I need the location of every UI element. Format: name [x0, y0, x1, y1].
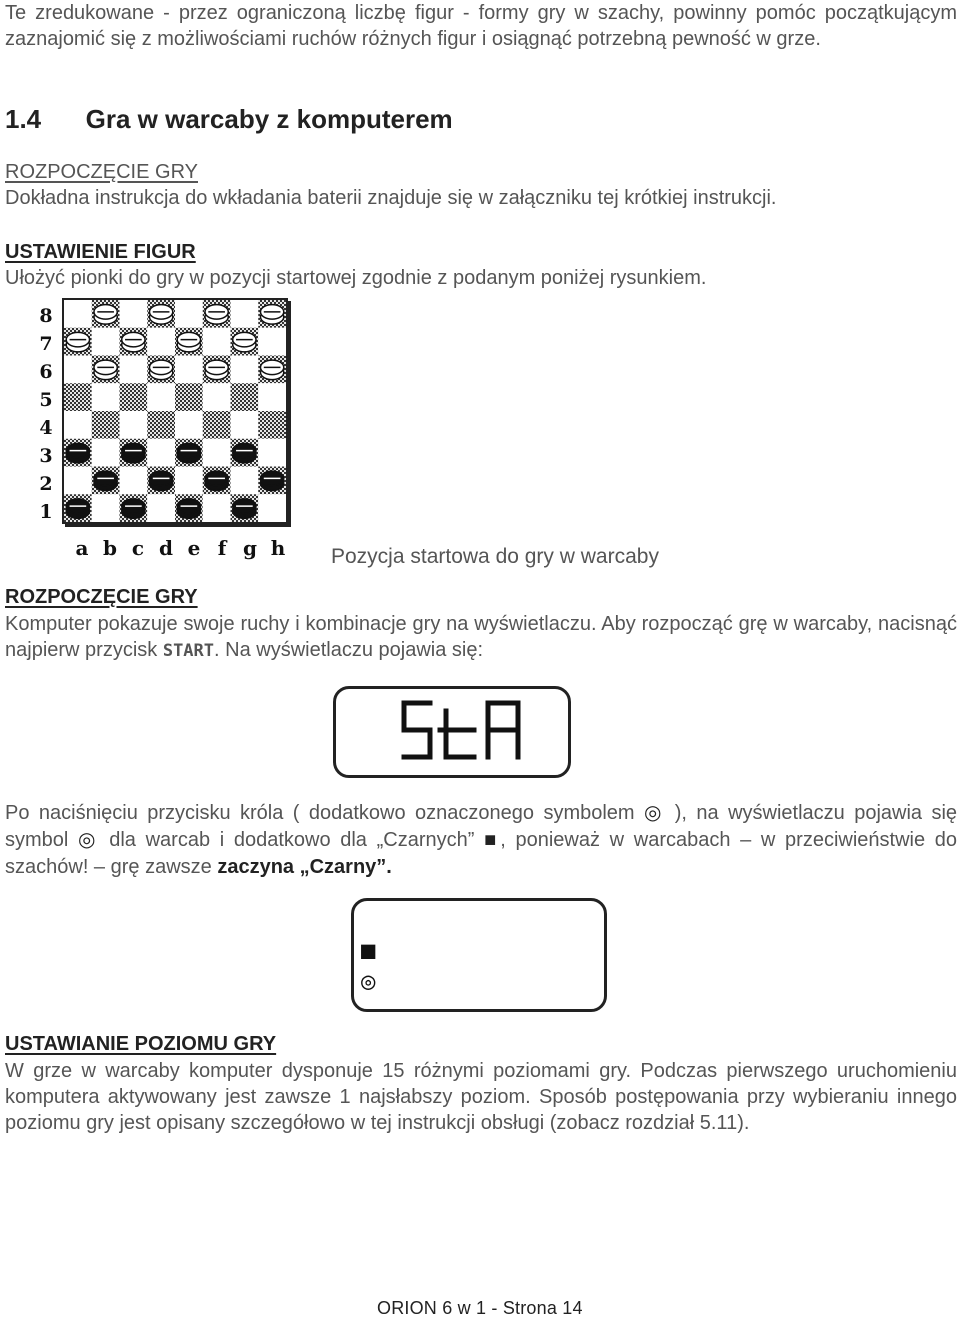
white-checker-piece — [66, 332, 89, 351]
light-square — [258, 383, 286, 411]
king-text-3: dla warcab i dodatkowo dla „Czarnych” — [99, 829, 485, 851]
light-square — [231, 300, 259, 328]
black-checker-piece — [177, 443, 200, 462]
start-text-2-a: Komputer pokazuje swoje ruchy i kombinacje gry na wyświetlaczu. Aby rozpocząć grę w warcaby, nacisnąć najpierw przycisk — [5, 613, 957, 661]
dark-square — [64, 383, 92, 411]
black-checker-piece — [66, 443, 89, 462]
dark-square — [175, 383, 203, 411]
light-square — [175, 300, 203, 328]
rank-label: 6 — [39, 361, 53, 383]
white-checker-piece — [260, 360, 283, 379]
dark-square — [92, 411, 120, 439]
light-square — [258, 328, 286, 356]
light-square — [64, 411, 92, 439]
level-text: W grze w warcaby komputer dysponuje 15 różnymi poziomami gry. Podczas pierwszego uruchomieniu komputera aktywowany jest zawsze 1 najsłabszy poziom. Sposób postępowania przy wybieraniu innego poziomu gry jest opisany szczegółowo w tej instrukcji obsługi (zobacz rozdział 5.11). — [5, 1060, 957, 1134]
lcd-display-sta — [333, 686, 571, 778]
light-square — [64, 356, 92, 384]
black-checker-piece — [122, 443, 145, 462]
light-square — [92, 328, 120, 356]
light-square — [147, 328, 175, 356]
light-square — [231, 356, 259, 384]
start-heading-2: ROZPOCZĘCIE GRY — [5, 586, 198, 608]
light-square — [64, 300, 92, 328]
king-paragraph — [5, 800, 957, 881]
black-square-icon: ■ — [484, 829, 501, 851]
light-square — [175, 411, 203, 439]
rank-label: 5 — [39, 389, 53, 411]
file-label: e — [187, 536, 201, 560]
light-square — [231, 411, 259, 439]
king-text-4: , ponieważ w warcabach – w przeciwieństwie do szachów! – grę zawsze — [5, 829, 957, 878]
file-label: f — [217, 536, 227, 560]
light-square — [120, 411, 148, 439]
dark-square — [258, 411, 286, 439]
rank-label: 8 — [39, 305, 53, 327]
lcd-display-symbols — [351, 898, 607, 1012]
light-square — [258, 439, 286, 467]
white-checker-piece — [149, 360, 172, 379]
light-square — [92, 494, 120, 522]
black-checker-piece — [233, 499, 256, 518]
checkers-board — [62, 298, 288, 524]
light-square — [92, 383, 120, 411]
lcd-target-circle-icon: ◎ — [361, 967, 376, 995]
setup-text: Ułożyć pionki do gry w pozycji startowej zgodnie z podanym poniżej rysunkiem. — [5, 267, 707, 289]
light-square — [147, 383, 175, 411]
board-grid — [64, 300, 286, 522]
black-checker-piece — [66, 499, 89, 518]
light-square — [147, 494, 175, 522]
white-checker-piece — [122, 332, 145, 351]
section-number: 1.4 — [5, 104, 42, 134]
rank-label: 2 — [39, 473, 53, 495]
lcd-black-square-icon: ■ — [361, 936, 376, 964]
light-square — [258, 494, 286, 522]
king-text-1: Po naciśnięciu przycisku króla ( dodatkowo oznaczonego symbolem — [5, 802, 645, 824]
rank-label: 1 — [39, 501, 53, 523]
light-square — [120, 356, 148, 384]
start-button-label: START — [162, 641, 215, 661]
light-square — [203, 439, 231, 467]
black-checker-piece — [177, 499, 200, 518]
start-text-2-b: . Na wyświetlaczu pojawia się: — [214, 639, 484, 661]
section-title: Gra w warcaby z komputerem — [85, 104, 453, 134]
board-caption: Pozycja startowa do gry w warcaby — [331, 545, 659, 568]
lcd-segment-text — [336, 689, 568, 775]
target-circle-icon-2: ◎ — [78, 829, 100, 851]
light-square — [92, 439, 120, 467]
level-heading: USTAWIANIE POZIOMU GRY — [5, 1033, 277, 1055]
start-text-2 — [5, 611, 957, 664]
light-square — [203, 383, 231, 411]
black-checker-piece — [205, 471, 228, 490]
white-checker-piece — [233, 332, 256, 351]
black-checker-piece — [122, 499, 145, 518]
file-label: g — [243, 536, 257, 560]
intro-paragraph: Te zredukowane - przez ograniczoną liczbę figur - formy gry w szachy, powinny pomóc początkującym zaznajomić się z możliwościami ruchów różnych figur i osiągnąć potrzebną pewność w grze. — [5, 2, 957, 50]
light-square — [64, 467, 92, 495]
start-text: Dokładna instrukcja do wkładania baterii znajduje się w załączniku tej krótkiej instrukcji. — [5, 187, 777, 209]
file-label: d — [159, 536, 173, 560]
black-checker-piece — [260, 471, 283, 490]
light-square — [231, 467, 259, 495]
black-checker-piece — [233, 443, 256, 462]
target-circle-icon: ◎ — [644, 802, 666, 824]
light-square — [147, 439, 175, 467]
file-label: a — [75, 536, 89, 560]
setup-heading: USTAWIENIE FIGUR — [5, 241, 196, 263]
white-checker-piece — [177, 332, 200, 351]
file-label: b — [103, 536, 117, 560]
white-checker-piece — [94, 360, 117, 379]
black-checker-piece — [149, 471, 172, 490]
light-square — [120, 300, 148, 328]
dark-square — [147, 411, 175, 439]
white-checker-piece — [94, 305, 117, 324]
section-heading — [5, 104, 453, 135]
dark-square — [120, 383, 148, 411]
light-square — [203, 494, 231, 522]
dark-square — [231, 383, 259, 411]
white-checker-piece — [205, 305, 228, 324]
king-bold-text: zaczyna „Czarny”. — [217, 856, 392, 878]
light-square — [175, 467, 203, 495]
white-checker-piece — [149, 305, 172, 324]
light-square — [175, 356, 203, 384]
white-checker-piece — [205, 360, 228, 379]
king-text-2: ), na wyświetlaczu pojawia się symbol — [5, 802, 958, 851]
white-checker-piece — [260, 305, 283, 324]
black-checker-piece — [94, 471, 117, 490]
light-square — [120, 467, 148, 495]
file-label: h — [270, 536, 286, 560]
dark-square — [203, 411, 231, 439]
rank-label: 3 — [39, 445, 53, 467]
start-heading: ROZPOCZĘCIE GRY — [5, 161, 198, 183]
rank-label: 7 — [39, 333, 53, 355]
light-square — [203, 328, 231, 356]
rank-label: 4 — [39, 417, 53, 439]
file-label: c — [131, 536, 145, 560]
page-footer: ORION 6 w 1 - Strona 14 — [377, 1298, 583, 1318]
